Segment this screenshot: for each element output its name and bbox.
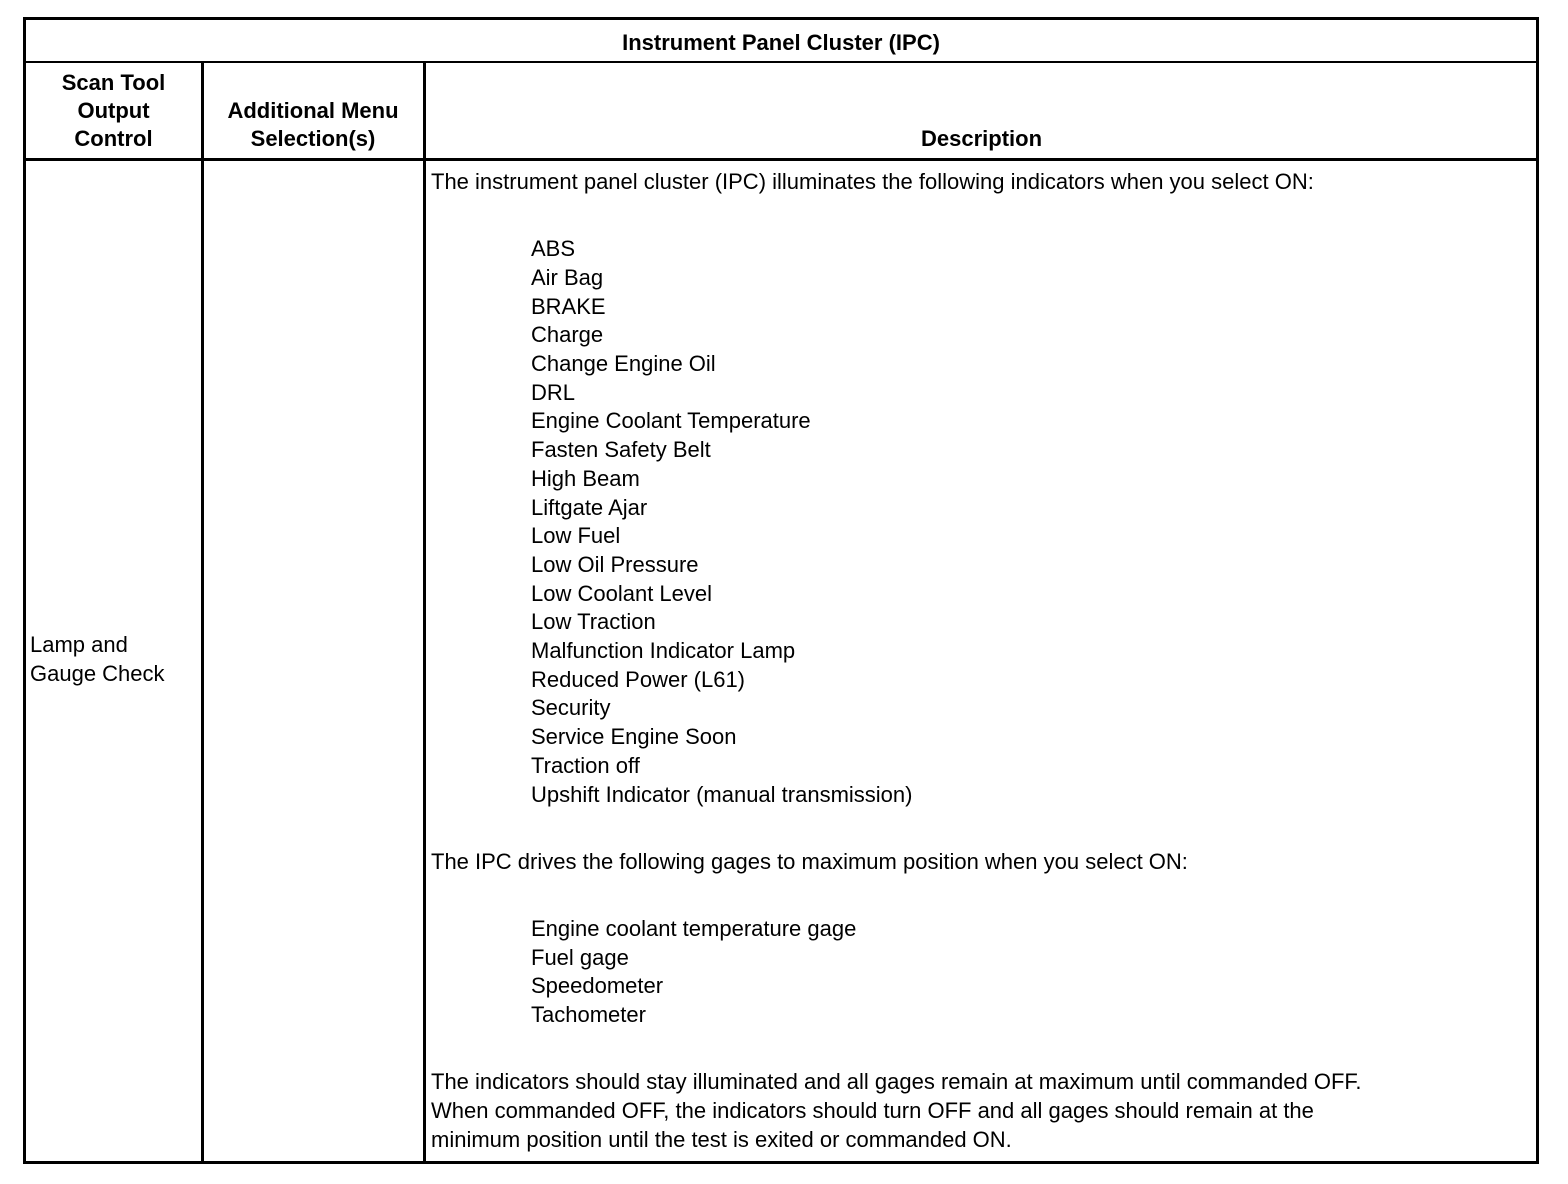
gage-item: Engine coolant temperature gage (531, 915, 857, 941)
gage-list (431, 915, 1531, 1030)
intro-indicators: The instrument panel cluster (IPC) illuminates the following indicators when you select ON: (431, 169, 1314, 194)
indicator-item: High Beam (531, 465, 640, 491)
column-divider-2 (423, 63, 426, 1161)
indicator-item: Low Fuel (531, 523, 621, 549)
closing-line: minimum position until the test is exited or commanded ON. (431, 1126, 1012, 1152)
closing-line: The indicators should stay illuminated and all gages remain at maximum until commanded OFF. (431, 1069, 1362, 1095)
indicator-item: Engine Coolant Temperature (531, 408, 811, 434)
indicator-item: Reduced Power (L61) (531, 666, 746, 692)
indicator-list (431, 235, 1531, 809)
indicator-item: Security (531, 695, 611, 721)
indicator-item: Fasten Safety Belt (531, 437, 711, 463)
header-line: Additional Menu (227, 98, 399, 123)
column-divider-1 (201, 63, 204, 1161)
header-scan-tool-output-control (26, 63, 201, 158)
header-line: Description (920, 126, 1043, 151)
indicator-item: Liftgate Ajar (531, 494, 648, 520)
ipc-table (23, 17, 1539, 1164)
cell-description (431, 168, 1531, 1154)
header-line: Selection(s) (250, 126, 376, 151)
indicator-item: BRAKE (531, 293, 606, 319)
closing-line: When commanded OFF, the indicators should turn OFF and all gages should remain at the (431, 1097, 1314, 1123)
indicator-item: Service Engine Soon (531, 724, 737, 750)
cell-output-control (30, 630, 200, 688)
indicator-item: Charge (531, 322, 604, 348)
intro-gages: The IPC drives the following gages to maximum position when you select ON: (431, 848, 1188, 874)
indicator-item: Low Coolant Level (531, 580, 713, 606)
indicator-item: Low Traction (531, 609, 656, 635)
indicator-item: Change Engine Oil (531, 351, 716, 377)
indicator-item: ABS (531, 236, 576, 262)
indicator-item: Upshift Indicator (manual transmission) (531, 781, 913, 807)
indicator-item: Malfunction Indicator Lamp (531, 638, 796, 664)
gage-item: Tachometer (531, 1002, 646, 1028)
header-description (427, 63, 1536, 158)
indicator-item: DRL (531, 379, 576, 405)
indicator-item: Low Oil Pressure (531, 551, 699, 577)
cell-line: Gauge Check (30, 661, 165, 686)
header-divider (26, 158, 1536, 161)
header-line: Output (77, 98, 150, 123)
header-line: Scan Tool (61, 70, 166, 95)
indicator-item: Air Bag (531, 264, 604, 290)
header-line: Control (74, 126, 153, 151)
gage-item: Fuel gage (531, 944, 629, 970)
gage-item: Speedometer (531, 973, 664, 999)
indicator-item: Traction off (531, 752, 640, 778)
header-additional-menu-selections (204, 63, 422, 158)
table-title: Instrument Panel Cluster (IPC) (26, 20, 1536, 63)
closing-paragraph (431, 1068, 1531, 1154)
cell-line: Lamp and (30, 632, 128, 657)
